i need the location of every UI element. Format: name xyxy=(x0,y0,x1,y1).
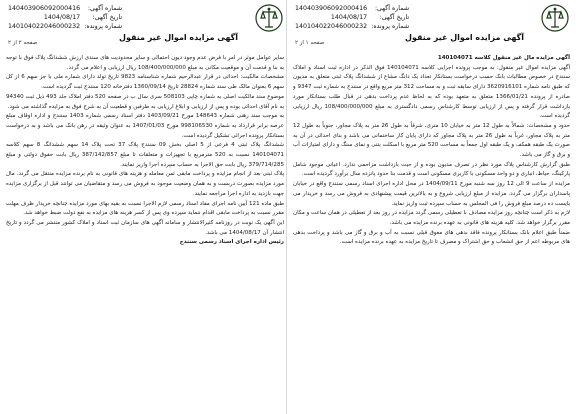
notice-number-label: شماره آگهی: xyxy=(87,5,123,12)
notice-heading: آگهی مزایده مال غیر منقول کلاسه 140104071 xyxy=(437,55,570,61)
page-header xyxy=(287,0,576,52)
paragraph: ضمناً طبق اعلام بانک بستانکار پرونده فاقد بدهی های معوق قبلی نسبت به آب و برق و گاز می باشد و پرداخت بدهی های مربوطه اعم از حق انشعاب و حق اشتراک و مصرف تا تاریخ مزایده به عهده برنده مزایده است. xyxy=(293,229,570,246)
paragraph: به موجب سند رهنی شماره 148643 مورخ 1403/09/21 دفتر اسناد رسمی شماره 1403 سنندج و اداره اوقاف مبلغ عرصه برابر قرارداد به شماره 998106530 مورخ 1407/01/03 به عنوان وثیقه در رهن بانک می باشد و به درخواست بستانکار پرونده اجرائی تشکیل گردیده است. xyxy=(6,113,284,139)
paragraph: مشخصات مالکیت: احداثی در قرار عبدالرحیم شماره شناسنامه 9823 تاریخ تولد دارای شماره ملی با جز سهم 6 از کل سهم 6 بعنوان مالک طی سند شماره 28824 تاریخ 1360/09/14 دفترخانه 120 سنندج ثبت گردیده است. xyxy=(6,74,284,91)
paragraph: سایر عوامل موثر در امر با فرض عدم وجود دیون احتمالی و سایر محدودیت های سندی ارزش ششدانگ پلاک فوق با توجه به بنا و قدمت آن و موقعیت مکانی به مبلغ 108/400/000/000 ریال ارزیابی و اعلام می گردد. xyxy=(6,55,284,71)
notice-body xyxy=(293,54,570,408)
notice-date-label: تاریخ آگهی: xyxy=(92,14,123,21)
page-number: صفحه ۲ از ۲ xyxy=(8,40,38,46)
file-number: 140104022046000232 xyxy=(8,23,81,30)
page-header xyxy=(0,0,290,52)
file-number-label: شماره پرونده: xyxy=(371,23,410,30)
paragraph: لازم به ذکر است چنانچه روز مزایده مصادف با تعطیلی رسمی گردد مزایده در روز بعد از تعطیلی در همان ساعت و مکان مقرر برگزار خواهد شد. کلیه هزینه های قانونی به عهده برنده مزایده می باشد. xyxy=(293,210,570,226)
notice-title: آگهی مزایده اموال غیر منقول xyxy=(405,33,524,42)
paragraph: آگهی مزایده اموال غیر منقول: به موجب پرونده اجرایی کلاسه 140104071 فوق الذکر در اداره ثبت اسناد و املاک سنندج در خصوص مطالبات بانک حسب درخواست بستانکار تعداد یک دانگ مشاع از ششدانگ پلاک ثبتی متعلق به مدیون که طبق نامه شماره 3620916101 دارای سابقه ثبت و به مساحت 312 متر مربع واقع در سنندج به شماره ثبت 9347 و صادره از پرونده 1366/01/21 متعلق به متعهد بوده که به لحاظ عدم پرداخت بدهی در قبال طلب بستانکار مورد بازداشت قرار گرفته و پس از ارزیابی توسط کارشناس رسمی دادگستری به مبلغ 108/400/000/000 ریال ارزیابی گردیده است. xyxy=(293,64,570,120)
paragraph: مزایده از ساعت 9 الی 12 روز سه شنبه مورخ 1404/09/11 در محل اداره اجرای اسناد رسمی سنندج واقع در خیابان پاسداران برگزار می گردد. مزایده از مبلغ ارزیابی شروع و به بالاترین قیمت پیشنهادی به فروش می رسد و خریدار می بایست ده درصد مبلغ فروش را فی المجلس به حساب سپرده ثبت واریز نماید. xyxy=(293,181,570,207)
page-number: صفحه ۱ از ۲ xyxy=(295,40,325,46)
notice-date: 1404/08/17 xyxy=(43,14,81,21)
paragraph: طبق گزارش کارشناس پلاک مورد نظر در تصرف مدیون بوده و از حیث بازداشت مزاحمی ندارد. اعیانی موجود شامل پارکینگ، حیاط، انباری و دو واحد مسکونی با کاربری مسکونی است و قدمت بنا حدود پانزده سال برآورد گردیده است. xyxy=(293,161,570,178)
notice-body xyxy=(6,54,284,408)
file-number-label: شماره پرونده: xyxy=(84,23,123,30)
paragraph: حدود و مشخصات: شمالاً به طول 12 متر به خیابان 10 متری، شرقاً به طول 26 متر به پلاک مجاور، جنوباً به طول 12 متر به پلاک مجاور، غرباً به طول 26 متر به پلاک مجاور که دارای پایان کار ساختمانی می باشد و بنای احداثی در آن به صورت یک طبقه همکف و یک طبقه اول جمعاً به مساحت 520 متر مربع با اسکلت بتنی و نمای سنگ و دارای امتیازات آب و برق و گاز می باشد. xyxy=(293,122,570,159)
notice-date: 1404/08/17 xyxy=(330,14,368,21)
paragraph: این آگهی یک نوبت در روزنامه کثیرالانتشار و سامانه آگهی های سازمان ثبت اسناد و املاک کشور منتشر می گردد و تاریخ انتشار آن 1404/08/17 می باشد. xyxy=(6,219,284,236)
paragraph: طبق ماده 121 آیین نامه اجرای مفاد اسناد رسمی لازم الاجرا نسبت به بقیه بهای مورد مزایده چنانچه خریدار ظرف مهلت مقرر نسبت به پرداخت مابقی اقدام ننماید سپرده وی پس از کسر هزینه های مزایده به نفع دولت ضبط خواهد شد. xyxy=(6,200,284,217)
notice-number: 140403906092000416 xyxy=(295,5,368,12)
paragraph: موضوع سند مالکیت اصلی به شماره چاپی 508103 سری سال ب در صفحه 520 دفتر املاک جلد 493 ذیل ثبت 94340 به نام آقای احداثی بوده و پس از ارزیابی و ابلاغ ارزیابی به طرفین و قطعیت آن به شرح فوق به مزایده گذاشته می شود. xyxy=(6,93,284,110)
notice-page-1 xyxy=(286,0,576,414)
notice-number: 140403906092000416 xyxy=(8,5,81,12)
file-number: 140104022046000232 xyxy=(295,23,368,30)
notice-number-label: شماره آگهی: xyxy=(374,5,410,12)
signature-line: رئیس اداره اجرای اسناد رسمی سنندج xyxy=(179,239,284,246)
notice-metadata xyxy=(295,4,409,31)
judiciary-emblem-icon xyxy=(540,3,570,33)
paragraph: ششدانگ پلاک ثبتی 4 فرعی از 5 اصلی بخش 09 سنندج پلاک 37 تحت پلاک 14 سهم ششدانگ 8 سهم کلاسه 140104071 نسبت به 520 مترمربع با تجهیزات و متعلقات تا مبلغ 387/142/857 ریال بابت حقوق دولتی و مبلغ 379/714/285 ریال بابت حق الاجرا به حساب سپرده اجرا واریز نمایند. xyxy=(6,142,284,168)
notice-metadata xyxy=(8,4,122,31)
notice-title: آگهی مزایده اموال غیر منقول xyxy=(119,33,238,42)
judiciary-emblem-icon xyxy=(254,3,284,33)
notice-date-label: تاریخ آگهی: xyxy=(379,14,410,21)
paragraph: پلاک ثبتی بعد از انجام مزایده و پرداخت مابقی ثمن معامله و هزینه های قانونی به نام برنده مزایده منتقل می گردد. مال مورد مزایده بصورت دربست و به همان وضعیت موجود به فروش می رسد و متقاضیان می توانند قبل از برگزاری مزایده جهت بازدید به اداره اجرا مراجعه نمایند. xyxy=(6,171,284,197)
